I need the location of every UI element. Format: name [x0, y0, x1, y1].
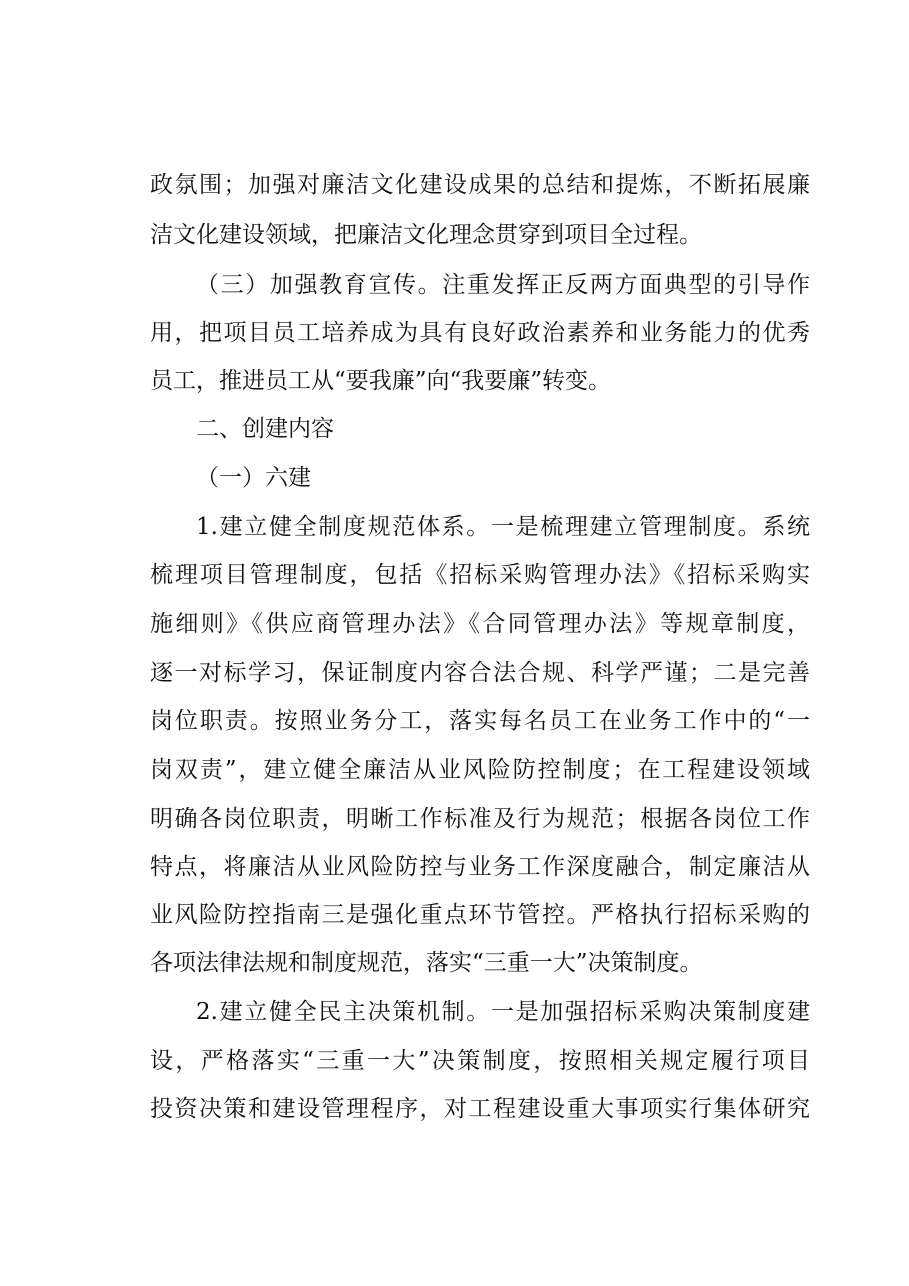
body-text-line: 2.建立健全民主决策机制。一是加强招标采购决策制度建: [196, 999, 810, 1025]
body-text-line: 岗位职责。按照业务分工，落实每名员工在业务工作中的“一: [150, 708, 810, 734]
section-heading: 二、创建内容: [196, 416, 334, 442]
body-text-line: 岗双责”，建立健全廉洁从业风险防控制度；在工程建设领域: [150, 757, 810, 783]
body-text-line: 设，严格落实“三重一大”决策制度，按照相关规定履行项目: [150, 1048, 810, 1074]
body-text-line: 员工，推进员工从“要我廉”向“我要廉”转变。: [150, 368, 612, 394]
body-text-line: 用，把项目员工培养成为具有良好政治素养和业务能力的优秀: [150, 320, 810, 346]
body-text-line: 投资决策和建设管理程序，对工程建设重大事项实行集体研究: [150, 1096, 810, 1122]
body-text-line: 明确各岗位职责，明晰工作标准及行为规范；根据各岗位工作: [150, 806, 810, 832]
body-text-line: 洁文化建设领域，把廉洁文化理念贯穿到项目全过程。: [150, 222, 702, 248]
body-text-line: 各项法律法规和制度规范，落实“三重一大”决策制度。: [150, 950, 703, 976]
body-text-line: 1.建立健全制度规范体系。一是梳理建立管理制度。系统: [196, 514, 810, 540]
body-text-line: 特点，将廉洁从业风险防控与业务工作深度融合，制定廉洁从: [150, 854, 810, 880]
section-heading-line: （三）加强教育宣传。注重发挥正反两方面典型的引导作: [196, 272, 810, 298]
subsection-heading: （一）六建: [196, 465, 311, 491]
body-text-line: 逐一对标学习，保证制度内容合法合规、科学严谨；二是完善: [150, 660, 810, 686]
body-text-line: 梳理项目管理制度，包括《招标采购管理办法》《招标采购实: [150, 562, 810, 588]
body-text-line: 业风险防控指南三是强化重点环节管控。严格执行招标采购的: [150, 902, 810, 928]
body-text-line: 施细则》《供应商管理办法》《合同管理办法》等规章制度，: [150, 611, 810, 637]
body-text-line: 政氛围；加强对廉洁文化建设成果的总结和提炼，不断拓展廉: [150, 172, 810, 198]
